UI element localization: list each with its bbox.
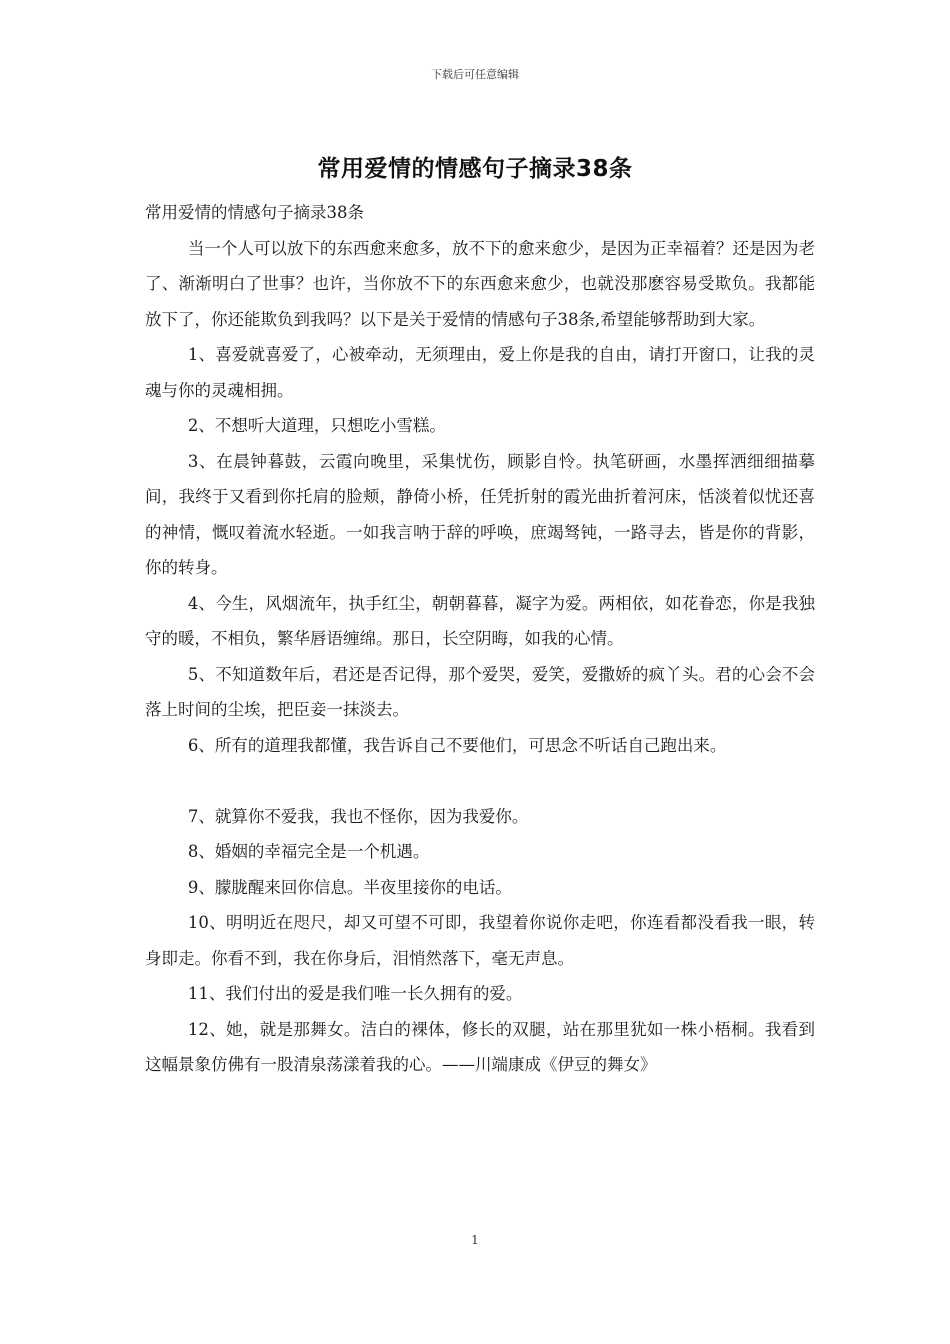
list-item: 7、就算你不爱我，我也不怪你，因为我爱你。 xyxy=(187,806,529,826)
list-item: 5、不知道数年后，君还是否记得，那个爱哭，爱笑，爱撒娇的疯丫头。君的心会不会落上时间的尘埃，把臣妾一抹淡去。 xyxy=(145,664,815,719)
header-note: 下载后可任意编辑 xyxy=(431,68,519,81)
document-body xyxy=(145,195,815,1083)
page-number: 1 xyxy=(471,1233,479,1247)
document-subtitle: 常用爱情的情感句子摘录38条 xyxy=(145,203,364,222)
list-item: 6、所有的道理我都懂，我告诉自己不要他们，可思念不听话自己跑出来。 xyxy=(187,735,727,755)
list-item: 9、朦胧醒来回你信息。半夜里接你的电话。 xyxy=(187,877,512,897)
list-item: 8、婚姻的幸福完全是一个机遇。 xyxy=(187,842,430,861)
list-item: 3、在晨钟暮鼓，云霞向晚里，采集忧伤，顾影自怜。执笔研画，水墨挥洒细细描摹间，我终于又看到你托肩的脸颊，静倚小桥，任凭折射的霞光曲折着河床，恬淡着似忧还喜的神情，慨叹着流水轻逝。一如我言呐于辞的呼唤，庶竭驽钝，一路寻去，皆是你的背影，你的转身。 xyxy=(145,451,815,577)
list-item: 11、我们付出的爱是我们唯一长久拥有的爱。 xyxy=(187,984,523,1003)
intro-paragraph: 当一个人可以放下的东西愈来愈多，放不下的愈来愈少，是因为正幸福着？还是因为老了、渐渐明白了世事？也许，当你放不下的东西愈来愈少，也就没那麽容易受欺负。我都能放下了，你还能欺负到我吗？以下是关于爱情的情感句子38条,希望能够帮助到大家。 xyxy=(145,238,815,329)
document-title: 常用爱情的情感句子摘录38条 xyxy=(317,156,633,182)
list-item: 10、明明近在咫尺，却又可望不可即，我望着你说你走吧，你连看都没看我一眼，转身即走。你看不到，我在你身后，泪悄然落下，毫无声息。 xyxy=(145,913,815,968)
list-item: 1、喜爱就喜爱了，心被牵动，无须理由，爱上你是我的自由，请打开窗口，让我的灵魂与你的灵魂相拥。 xyxy=(145,345,815,400)
list-item: 12、她，就是那舞女。洁白的裸体，修长的双腿，站在那里犹如一株小梧桐。我看到这幅景象仿佛有一股清泉荡漾着我的心。——川端康成《伊豆的舞女》 xyxy=(145,1019,815,1074)
blank-line xyxy=(145,763,815,799)
list-item: 4、今生，风烟流年，执手红尘，朝朝暮暮，凝字为爱。两相依，如花眷恋，你是我独守的暖，不相负，繁华唇语缠绵。那日，长空阴晦，如我的心情。 xyxy=(145,593,815,648)
list-item: 2、不想听大道理，只想吃小雪糕。 xyxy=(187,416,446,435)
